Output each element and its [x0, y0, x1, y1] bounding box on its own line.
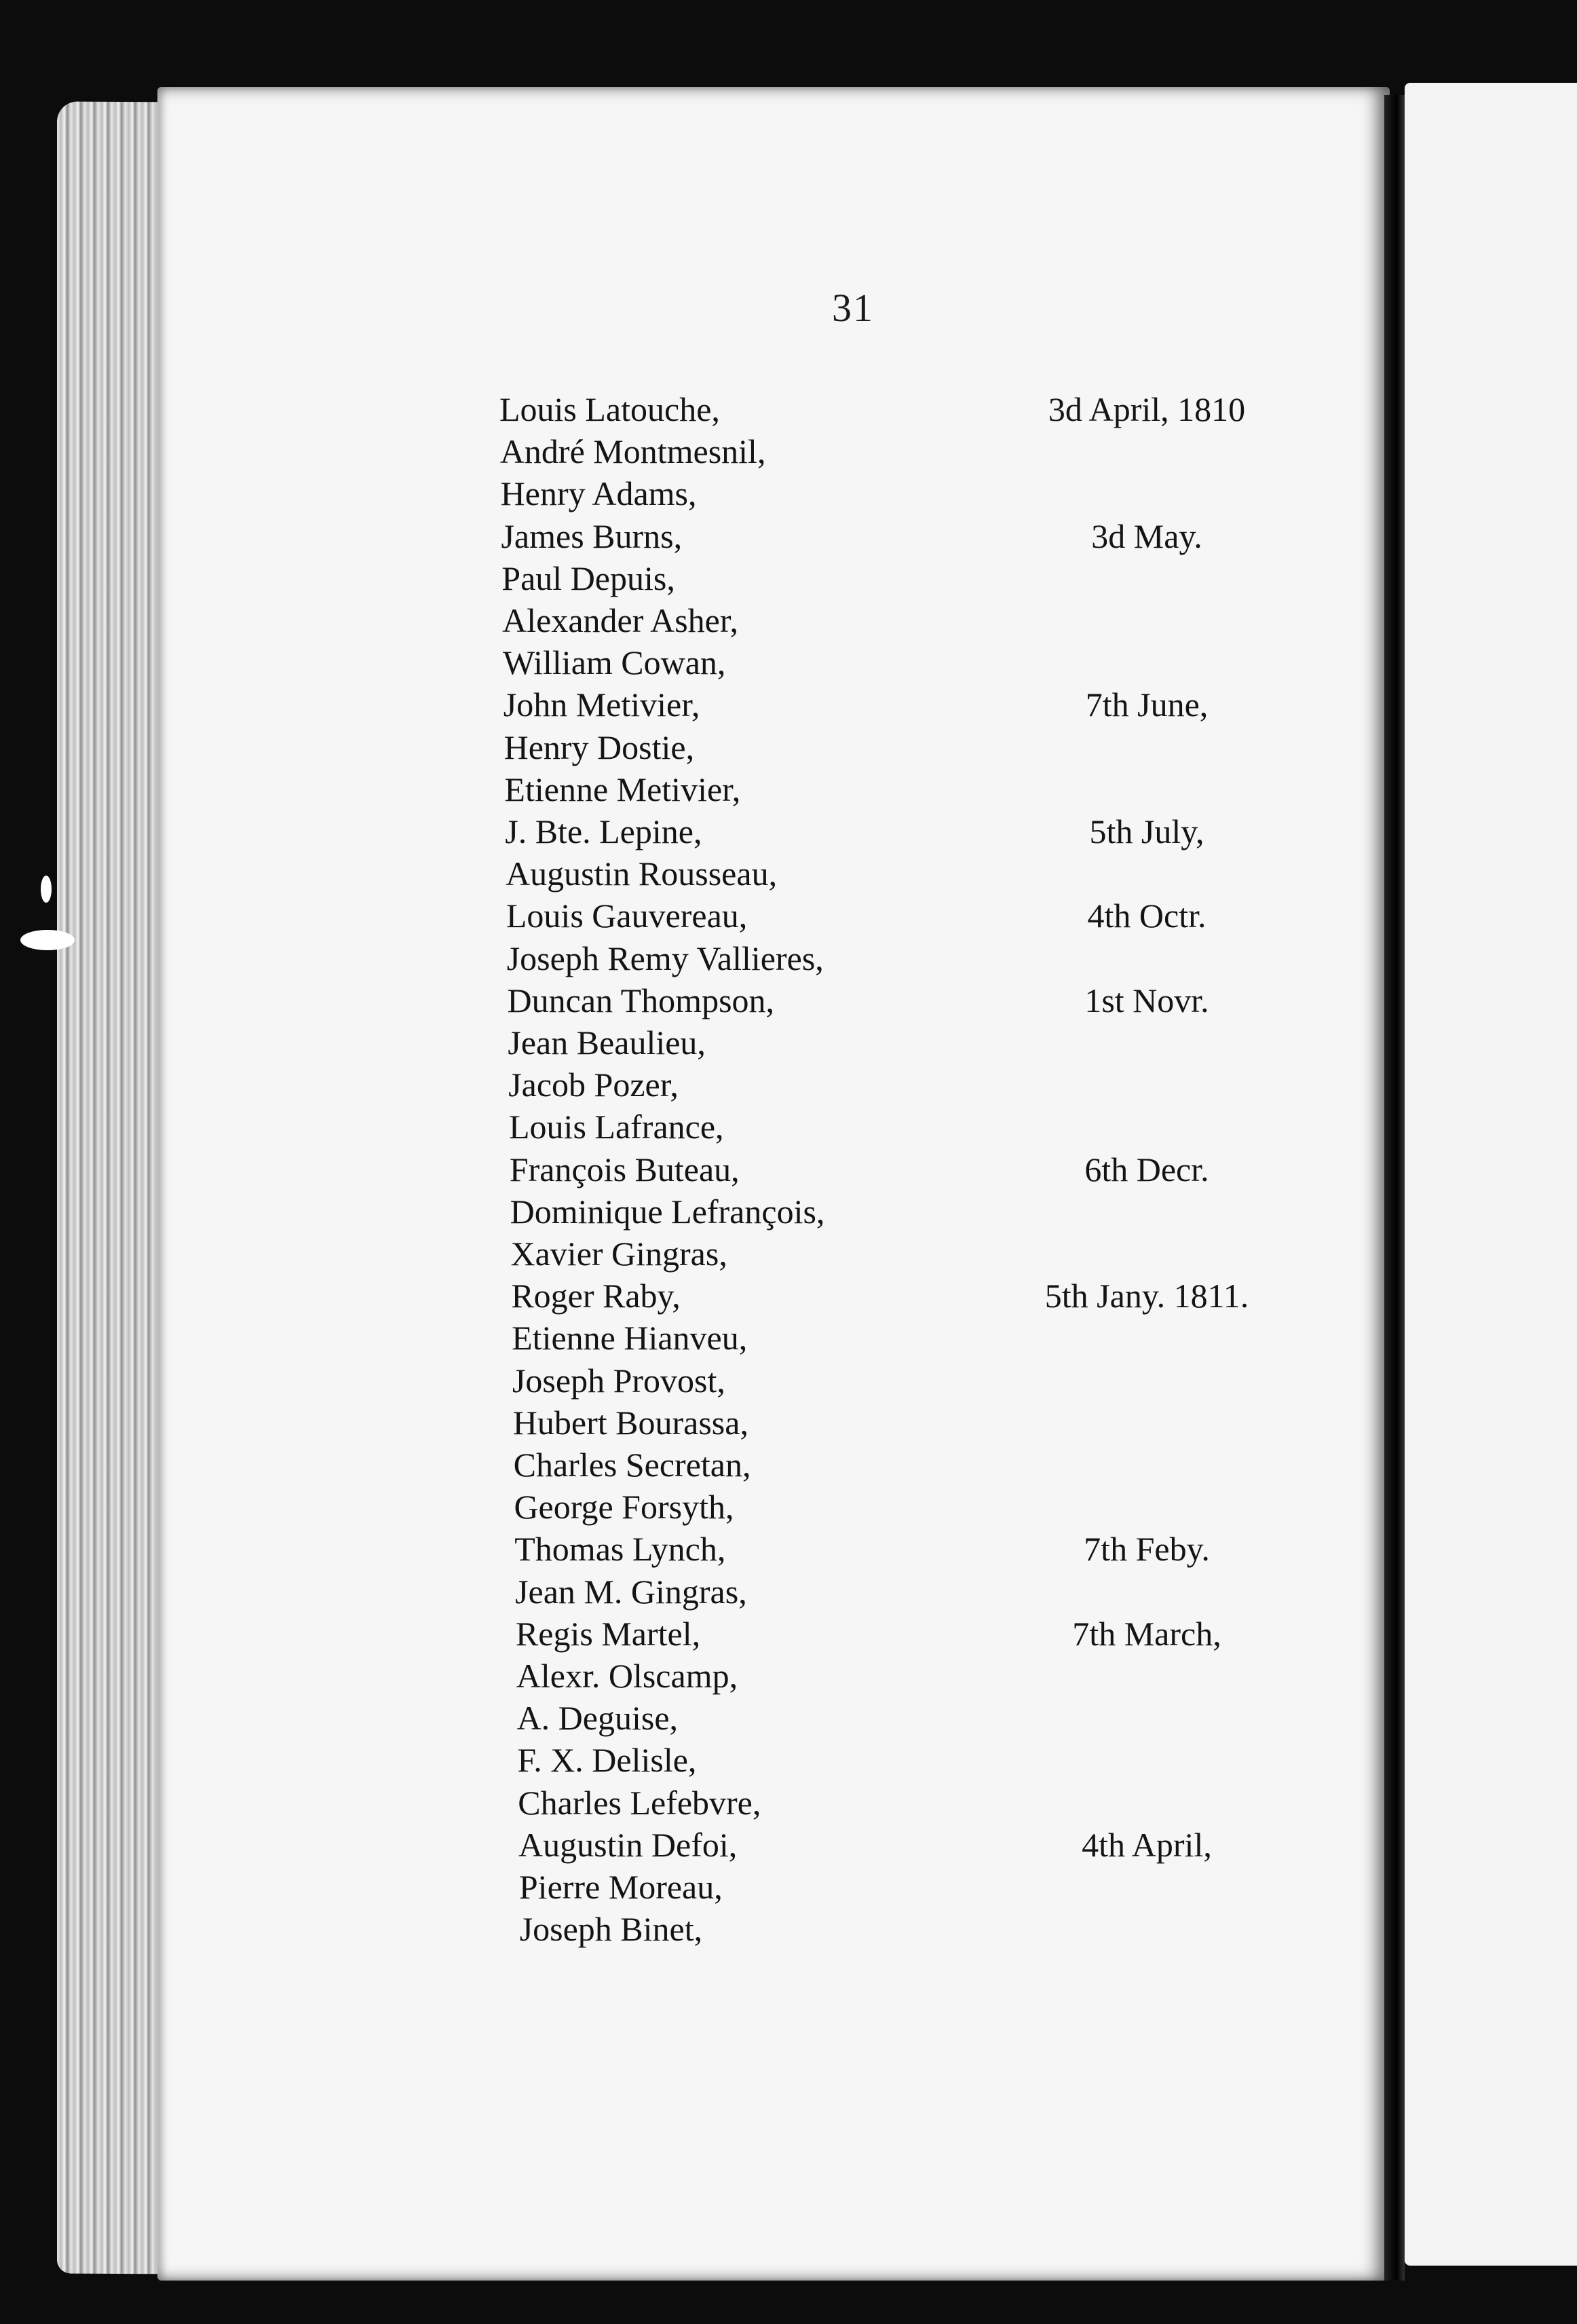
entry-date: 3d May. [1091, 517, 1202, 555]
entry-date: 5th Jany. 1811. [1044, 1277, 1249, 1315]
entry-name: Alexander Asher, [502, 601, 739, 639]
dust-speck [20, 930, 75, 950]
entry-name: Duncan Thompson, [507, 981, 775, 1019]
entry-name: Jean Beaulieu, [508, 1024, 706, 1062]
entry-name: Alexr. Olscamp, [516, 1657, 738, 1695]
page-number: 31 [832, 286, 874, 330]
facing-page [1405, 83, 1577, 2266]
dust-speck [41, 876, 52, 903]
book-gutter [1384, 95, 1405, 2281]
entry-date: 7th March, [1072, 1614, 1221, 1653]
entry-name: Louis Lafrance, [509, 1108, 724, 1146]
entry-name: Hubert Bourassa, [512, 1403, 748, 1442]
entry-name: James Burns, [501, 517, 683, 555]
entry-name: Roger Raby, [511, 1277, 681, 1315]
entry-name: Thomas Lynch, [514, 1530, 726, 1569]
entry-date: 7th June, [1085, 686, 1209, 724]
entry-date: 3d April, 1810 [1048, 390, 1246, 428]
entry-name: Louis Latouche, [499, 390, 720, 428]
entry-date: 4th Octr. [1087, 897, 1206, 935]
entry-name: Charles Lefebvre, [518, 1783, 761, 1822]
entry-date: 5th July, [1089, 812, 1204, 850]
entry-date: 1st Novr. [1084, 981, 1209, 1019]
entry-name: François Buteau, [509, 1150, 740, 1188]
entry-name: William Cowan, [502, 643, 726, 682]
entry-name: Charles Secretan, [513, 1446, 751, 1484]
entry-name: Henry Dostie, [504, 728, 695, 766]
entry-name: John Metivier, [503, 686, 700, 724]
entry-name: Joseph Remy Vallieres, [506, 939, 824, 977]
entry-name: Henry Adams, [500, 474, 697, 513]
entry-name: Joseph Binet, [519, 1910, 703, 1949]
entry-name: F. X. Delisle, [517, 1741, 697, 1780]
entry-name: Augustin Rousseau, [506, 855, 778, 893]
entry-date: 6th Decr. [1084, 1150, 1209, 1188]
entry-date: 4th April, [1082, 1825, 1212, 1864]
entry-name: J. Bte. Lepine, [505, 812, 702, 850]
entry-name: Jean M. Gingras, [515, 1572, 747, 1611]
entry-name: Augustin Defoi, [518, 1825, 738, 1864]
entry-name: André Montmesnil, [499, 432, 766, 471]
entry-name: Regis Martel, [515, 1614, 701, 1653]
entry-name: Jacob Pozer, [508, 1066, 679, 1104]
entry-name: Etienne Hianveu, [512, 1319, 748, 1357]
entry-name: Pierre Moreau, [518, 1868, 723, 1906]
entry-name: George Forsyth, [514, 1488, 734, 1526]
entry-name: Louis Gauvereau, [506, 897, 748, 935]
entry-name: Dominique Lefrançois, [510, 1192, 825, 1231]
entry-name: A. Deguise, [516, 1699, 679, 1738]
entry-date: 7th Feby. [1084, 1530, 1210, 1569]
entry-name: Etienne Metivier, [504, 770, 741, 808]
entry-name: Joseph Provost, [512, 1361, 725, 1400]
entry-name: Xavier Gingras, [510, 1235, 727, 1273]
entry-name: Paul Depuis, [501, 559, 675, 597]
